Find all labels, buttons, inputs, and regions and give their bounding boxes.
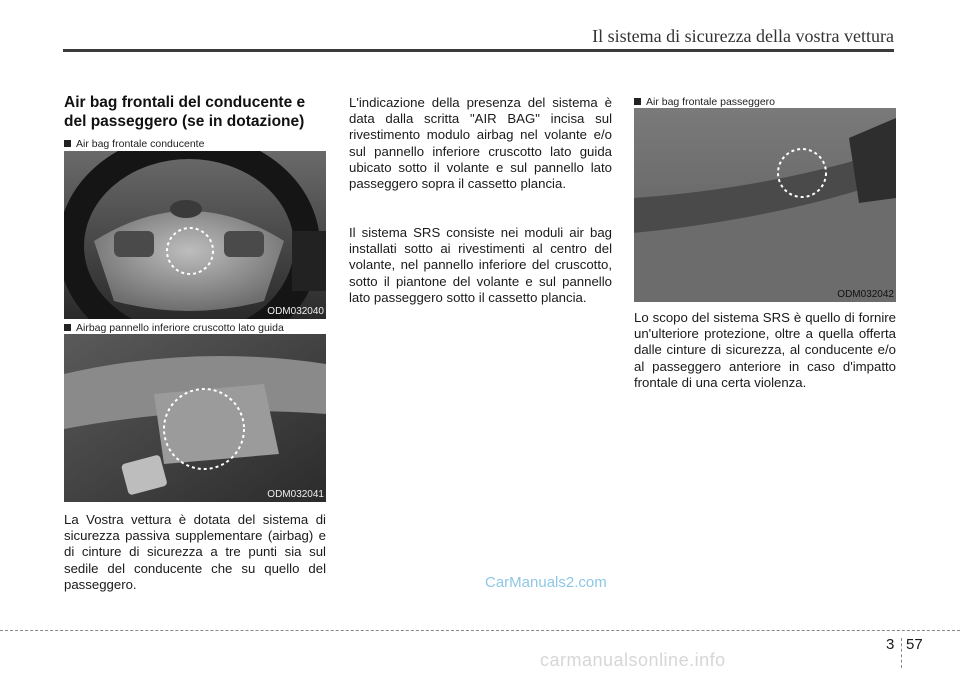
section-title: Air bag frontali del conducente e del passeggero (se in dotazione) <box>64 94 306 130</box>
paragraph-left: La Vostra vettura è dotata del sistema di sicurezza passiva supplementare (airbag) e di cinture di sicurezza a tre punti sia sul sedile del conducente che su quello del passeggero. <box>64 512 326 592</box>
knee-airbag-photo <box>64 334 326 502</box>
passenger-dash-illustration <box>634 108 896 302</box>
figure-code: ODM032042 <box>837 289 894 300</box>
figure-caption-text: Air bag frontale conducente <box>76 138 205 150</box>
figure-caption-driver <box>64 138 204 150</box>
figure-code: ODM032041 <box>267 489 324 500</box>
figure-caption-text: Air bag frontale passeggero <box>646 96 775 108</box>
chapter-number: 3 <box>886 636 895 653</box>
bullet-square-icon <box>64 140 71 147</box>
paragraph-right: Lo scopo del sistema SRS è quello di fornire un'ulteriore protezione, oltre a quella offerta dalle cinture di sicurezza, al conducente e/o al passeggero anteriore in caso d'impatto frontale di una certa violenza. <box>634 310 896 390</box>
steering-wheel-illustration <box>64 151 326 319</box>
passenger-airbag-photo <box>634 108 896 302</box>
lower-dash-illustration <box>64 334 326 502</box>
paragraph-middle-2: Il sistema SRS consiste nei moduli air bag installati sotto ai rivestimenti al centro del volante, nel pannello inferiore del cruscotto, sotto il piantone del volante e sul pannello lato passeggero sotto il cassetto plancia. <box>349 225 612 305</box>
driver-airbag-photo <box>64 151 326 319</box>
watermark-bottom: carmanualsonline.info <box>540 650 726 670</box>
figure-caption-passenger <box>634 96 775 108</box>
paragraph-middle-1: L'indicazione della presenza del sistema è data dalla scritta "AIR BAG" incisa sul rivestimento modulo airbag nel volante e/o sul pannello inferiore cruscotto lato guida ubicato sotto il volante e sul pannello lato passeggero sopra il cassetto plancia. <box>349 95 612 192</box>
figure-code: ODM032040 <box>267 306 324 317</box>
figure-caption-knee <box>64 322 284 334</box>
header-title: Il sistema di sicurezza della vostra vettura <box>592 26 894 46</box>
figure-caption-text: Airbag pannello inferiore cruscotto lato guida <box>76 322 284 334</box>
watermark-site: CarManuals2.com <box>485 574 607 591</box>
bullet-square-icon <box>634 98 641 105</box>
bullet-square-icon <box>64 324 71 331</box>
header-rule <box>63 49 894 52</box>
footer-rule <box>0 630 960 631</box>
page-separator <box>901 638 902 668</box>
page-number: 57 <box>906 636 923 653</box>
